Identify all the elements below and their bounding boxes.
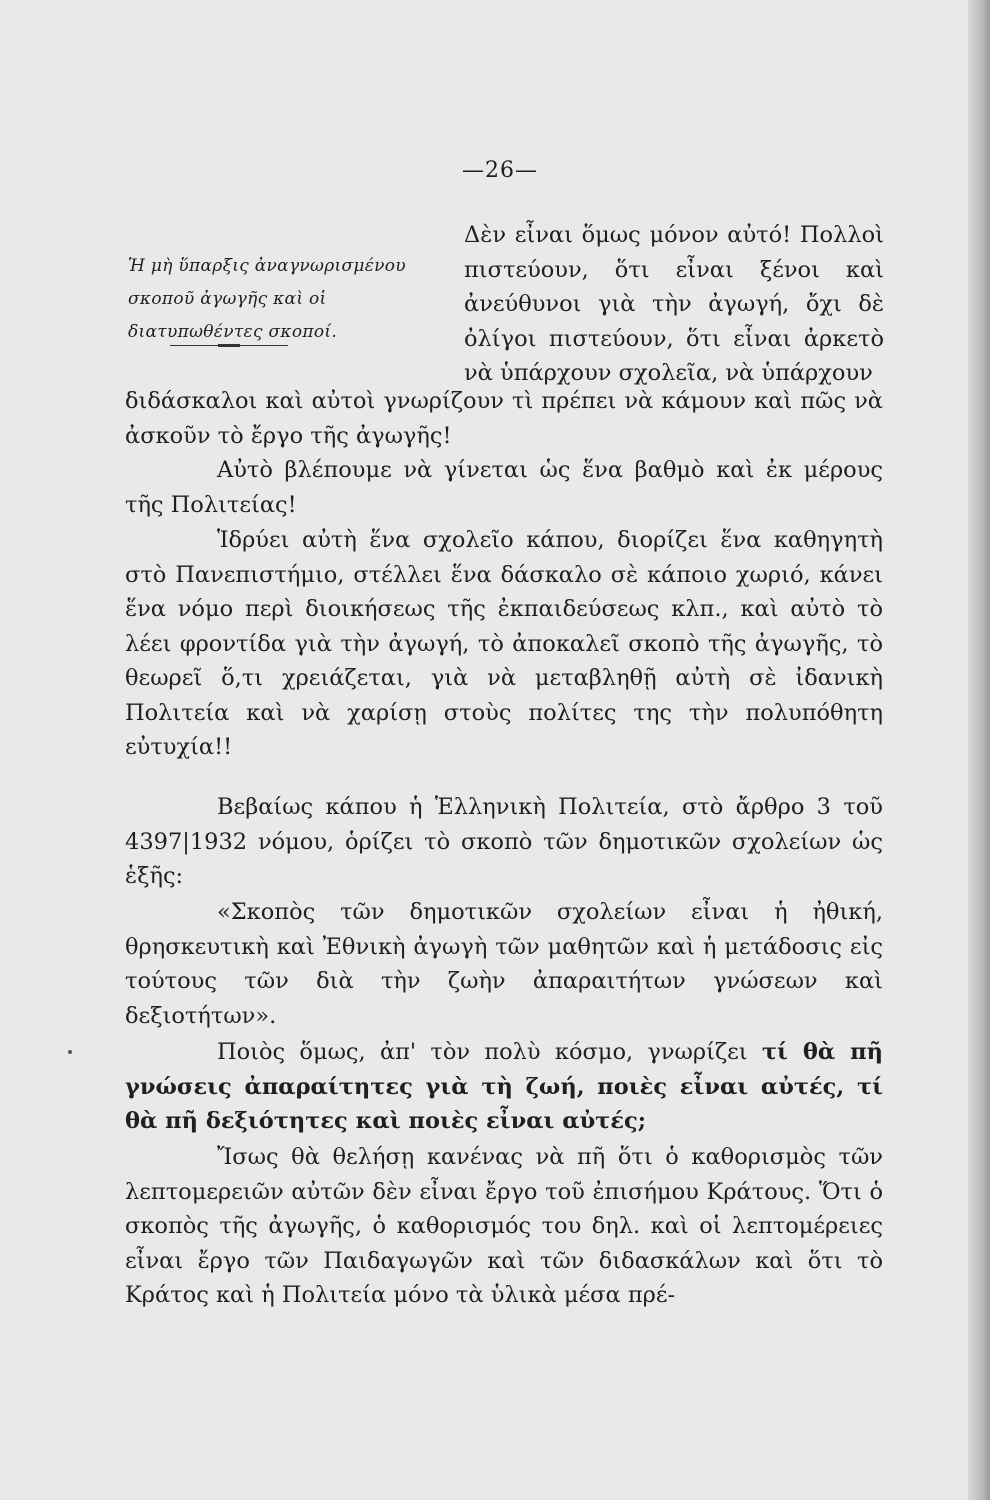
paragraph-3: Ἱδρύει αὐτὴ ἕνα σχολεῖο κάπου, διορίζει ἕνα καθηγητὴ στὸ Πανεπιστήμιο, στέλλει ἕνα δάσκαλο σὲ κάποιο χωριό, κάνει ἕνα νόμο περὶ διοικήσεως τῆς ἐκπαιδεύσεως κλπ., καὶ αὐτὸ τὸ λέει φροντίδα γιὰ τὴν ἀγωγή, τὸ ἀποκαλεῖ σκοπὸ τῆς ἀγωγῆς, τὸ θεωρεῖ ὅ,τι χρειάζεται, γιὰ νὰ μεταβληθῇ αὐτὴ σὲ ἰδανικὴ Πολιτεία καὶ νὰ χαρίσῃ στοὺς πολίτες της τὴν πολυπόθητη εὐτυχία!! — [125, 527, 883, 760]
paragraph-6 — [125, 1035, 883, 1139]
paragraph-6-bold: τί θὰ πῆ γνώσεις ἀπαραίτητες γιὰ τὴ ζωή, ποιὲς εἶναι αὐτές, τί θὰ πῆ δεξιότητες καὶ ποιὲς εἶναι αὐτές; — [125, 1039, 884, 1134]
paragraph-1-start: Δὲν εἶναι ὅμως μόνον αὐτό! Πολλοὶ πιστεύουν, ὅτι εἶναι ξένοι καὶ ἀνεύθυνοι γιὰ τὴν ἀγωγή, ὄχι δὲ ὀλίγοι πιστεύουν, ὅτι εἶναι ἀρκετὸ νὰ ὑπάρχουν σχολεῖα, νὰ ὑπάρχουν — [464, 222, 884, 386]
paragraph-6-plain: Ποιὸς ὅμως, ἀπ' τὸν πολὺ κόσμο, γνωρίζει — [217, 1039, 748, 1065]
paragraph-1-continued: διδάσκαλοι καὶ αὐτοὶ γνωρίζουν τὶ πρέπει νὰ κάμουν καὶ πῶς νὰ ἀσκοῦν τὸ ἔργο τῆς ἀγωγῆς! — [125, 388, 883, 449]
page-number: —26— — [462, 158, 538, 183]
paragraph-7: Ἴσως θὰ θελήσῃ κανένας νὰ πῆ ὅτι ὁ καθορισμὸς τῶν λεπτομερειῶν αὐτῶν δὲν εἶναι ἔργο τοῦ ἐπισήμου Κράτους. Ὅτι ὁ σκοπὸς τῆς ἀγωγῆς, ὁ καθορισμός του δηλ. καὶ οἱ λεπτομέρειες εἶναι ἔργο τῶν Παιδαγωγῶν καὶ τῶν διδασκάλων καὶ ὅτι τὸ Κράτος καὶ ἡ Πολιτεία μόνο τὰ ὑλικὰ μέσα πρέ- — [125, 1144, 883, 1308]
paragraph-4: Βεβαίως κάπου ἡ Ἑλληνικὴ Πολιτεία, στὸ ἄρθρο 3 τοῦ 4397|1932 νόμου, ὁρίζει τὸ σκοπὸ τῶν δημοτικῶν σχολείων ὡς ἑξῆς: — [125, 794, 883, 889]
quoted-article: «Σκοπὸς τῶν δημοτικῶν σχολείων εἶναι ἡ ἠθική, θρησκευτικὴ καὶ Ἐθνικὴ ἀγωγὴ τῶν μαθητῶν καὶ ἡ μετάδοσις εἰς τούτους τῶν διὰ τὴν ζωὴν ἀπαραιτήτων γνώσεων καὶ δεξιοτήτων». — [125, 899, 883, 1029]
paragraph-2: Αὐτὸ βλέπουμε νὰ γίνεται ὡς ἕνα βαθμὸ καὶ ἐκ μέρους τῆς Πολιτείας! — [125, 457, 883, 518]
page-edge — [968, 0, 990, 1500]
margin-dot — [68, 1050, 72, 1054]
margin-note: Ἡ μὴ ὕπαρξις ἀναγνωρισμένου σκοποῦ ἀγωγῆς καὶ οἱ διατυπωθέντες σκοποί. — [128, 256, 406, 342]
margin-note-rule — [170, 345, 288, 346]
